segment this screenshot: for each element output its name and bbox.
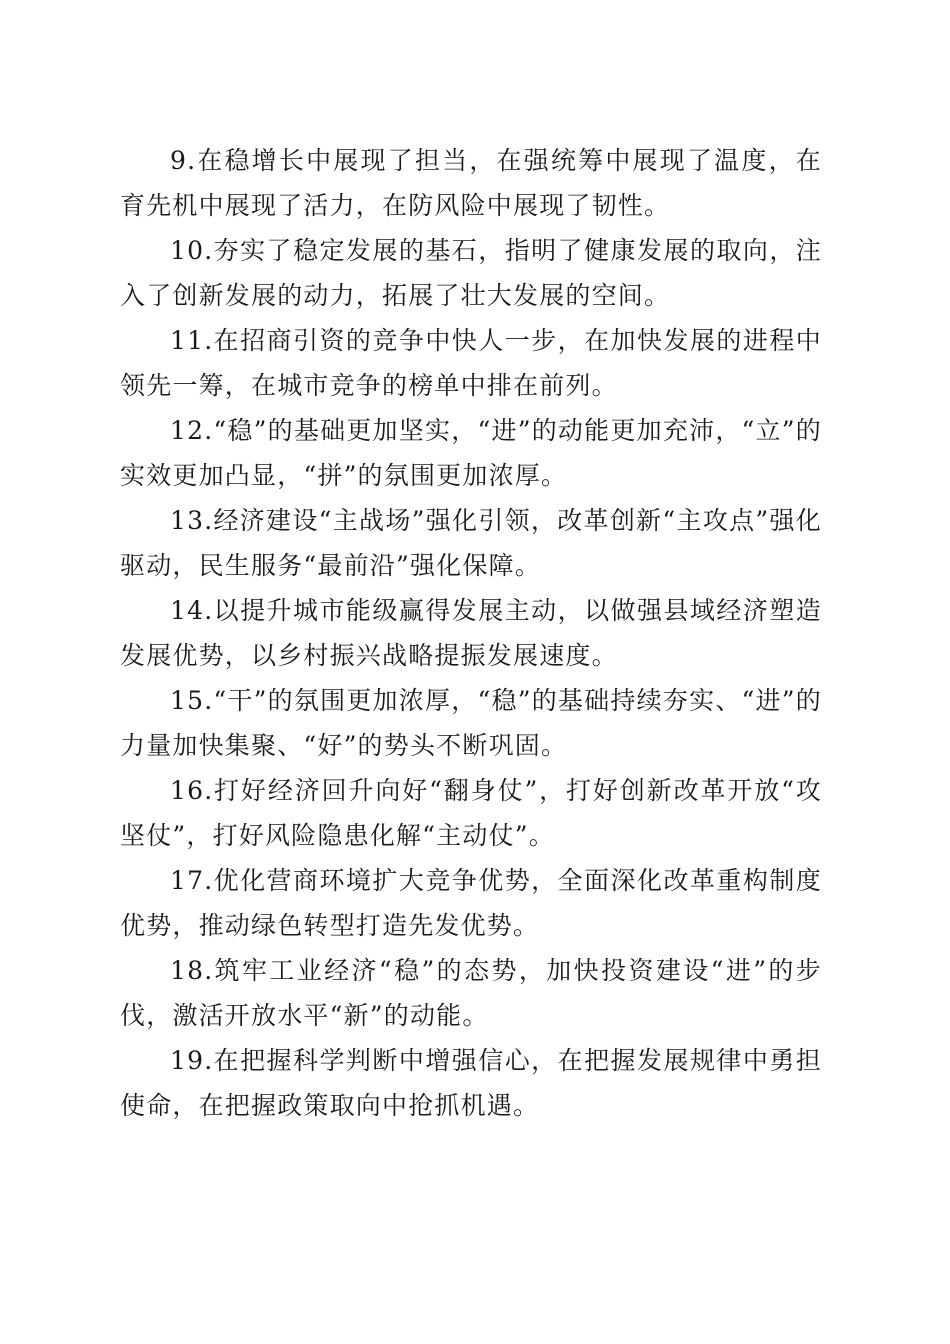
paragraph-16: 16.打好经济回升向好“翻身仗”，打好创新改革开放“攻坚仗”，打好风险隐患化解“主动仗”。 [120, 776, 822, 850]
paragraph-14: 14.以提升城市能级赢得发展主动，以做强县域经济塑造发展优势，以乡村振兴战略提振发展速度。 [120, 596, 822, 670]
paragraph-10: 10.夯实了稳定发展的基石，指明了健康发展的取向，注入了创新发展的动力，拓展了壮大发展的空间。 [120, 236, 822, 310]
paragraph-18: 18.筑牢工业经济“稳”的态势，加快投资建设“进”的步伐，激活开放水平“新”的动能。 [120, 956, 822, 1030]
paragraph-17: 17.优化营商环境扩大竞争优势，全面深化改革重构制度优势，推动绿色转型打造先发优势。 [120, 866, 822, 940]
paragraph-19: 19.在把握科学判断中增强信心，在把握发展规律中勇担使命，在把握政策取向中抢抓机遇。 [120, 1046, 822, 1120]
document-body [120, 138, 822, 1128]
paragraph-11: 11.在招商引资的竞争中快人一步，在加快发展的进程中领先一筹，在城市竞争的榜单中排在前列。 [120, 326, 822, 400]
paragraph-9: 9.在稳增长中展现了担当，在强统筹中展现了温度，在育先机中展现了活力，在防风险中展现了韧性。 [120, 146, 822, 220]
paragraph-15: 15.“干”的氛围更加浓厚，“稳”的基础持续夯实、“进”的力量加快集聚、“好”的势头不断巩固。 [120, 686, 822, 760]
paragraph-12: 12.“稳”的基础更加坚实，“进”的动能更加充沛，“立”的实效更加凸显，“拼”的氛围更加浓厚。 [120, 416, 822, 490]
paragraph-13: 13.经济建设“主战场”强化引领，改革创新“主攻点”强化驱动，民生服务“最前沿”强化保障。 [120, 506, 822, 580]
